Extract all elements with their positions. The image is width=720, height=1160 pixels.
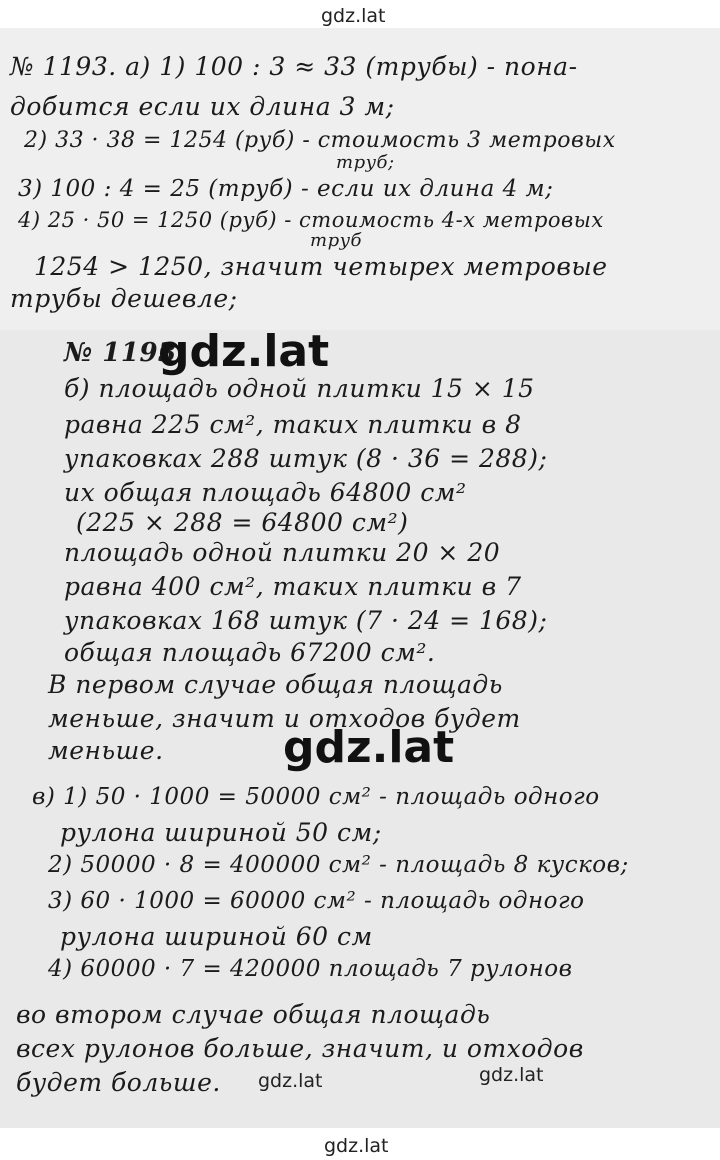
part-a-line-3: 2) 33 · 38 = 1254 (руб) - стоимость 3 метровых: [24, 128, 616, 153]
part-c-line-1: в) 1) 50 · 1000 = 50000 см² - площадь одного: [32, 784, 600, 810]
part-b-line-9: общая площадь 67200 см².: [64, 638, 436, 667]
part-b-line-10: В первом случае общая площадь: [48, 670, 503, 699]
part-c-line-6: 4) 60000 · 7 = 420000 площадь 7 рулонов: [48, 956, 573, 982]
part-a-line-2: добится если их длина 3 м;: [10, 92, 395, 121]
part-c-line-4: 3) 60 · 1000 = 60000 см² - площадь одного: [48, 888, 585, 914]
part-a-line-5: 4) 25 · 50 = 1250 (руб) - стоимость 4-х метровых: [18, 208, 604, 232]
part-b-line-4: их общая площадь 64800 см²: [64, 478, 467, 507]
part-b-line-12: меньше.: [48, 736, 164, 765]
part-a-line-6: 1254 > 1250, значит четырех метровые: [34, 252, 608, 281]
part-b-line-6: площадь одной плитки 20 × 20: [64, 538, 501, 567]
part-b-line-11: меньше, значит и отходов будет: [48, 704, 521, 733]
part-a-line-4: 3) 100 : 4 = 25 (труб) - если их длина 4 м;: [18, 176, 554, 202]
part-c-line-9: будет больше.: [16, 1068, 221, 1097]
part-b-line-5: (225 × 288 = 64800 см²): [76, 508, 409, 537]
part-c-line-5: рулона шириной 60 см: [60, 922, 373, 951]
part-c-line-8: всех рулонов больше, значит, и отходов: [16, 1034, 584, 1063]
part-a-line-7: трубы дешевле;: [10, 284, 238, 313]
part-b-line-2: равна 225 см², таких плитки в 8: [64, 410, 522, 439]
part-b-line-3: упаковках 288 штук (8 · 36 = 288);: [64, 444, 548, 473]
watermark-large-2: gdz.lat: [283, 722, 455, 773]
part-b-line-8: упаковках 168 штук (7 · 24 = 168);: [64, 606, 548, 635]
watermark-inline-1: gdz.lat: [258, 1070, 323, 1092]
watermark-top: gdz.lat: [321, 5, 386, 27]
part-c-line-2: рулона шириной 50 см;: [60, 818, 382, 847]
part-b-header: № 1193: [64, 338, 177, 368]
scan-sheet-top: [0, 28, 720, 338]
part-b-line-1: б) площадь одной плитки 15 × 15: [64, 374, 535, 403]
part-a-line-3-sub: труб;: [336, 152, 395, 173]
watermark-inline-2: gdz.lat: [479, 1064, 544, 1086]
part-c-line-3: 2) 50000 · 8 = 400000 см² - площадь 8 кусков;: [48, 852, 629, 878]
part-a-line-5-sub: труб: [310, 230, 363, 251]
part-c-line-7: во втором случае общая площадь: [16, 1000, 491, 1029]
watermark-large-1: gdz.lat: [158, 326, 330, 377]
part-b-line-7: равна 400 см², таких плитки в 7: [64, 572, 522, 601]
watermark-bottom: gdz.lat: [324, 1135, 389, 1157]
part-a-line-1: № 1193. а) 1) 100 : 3 ≈ 33 (трубы) - пона-: [10, 52, 578, 81]
